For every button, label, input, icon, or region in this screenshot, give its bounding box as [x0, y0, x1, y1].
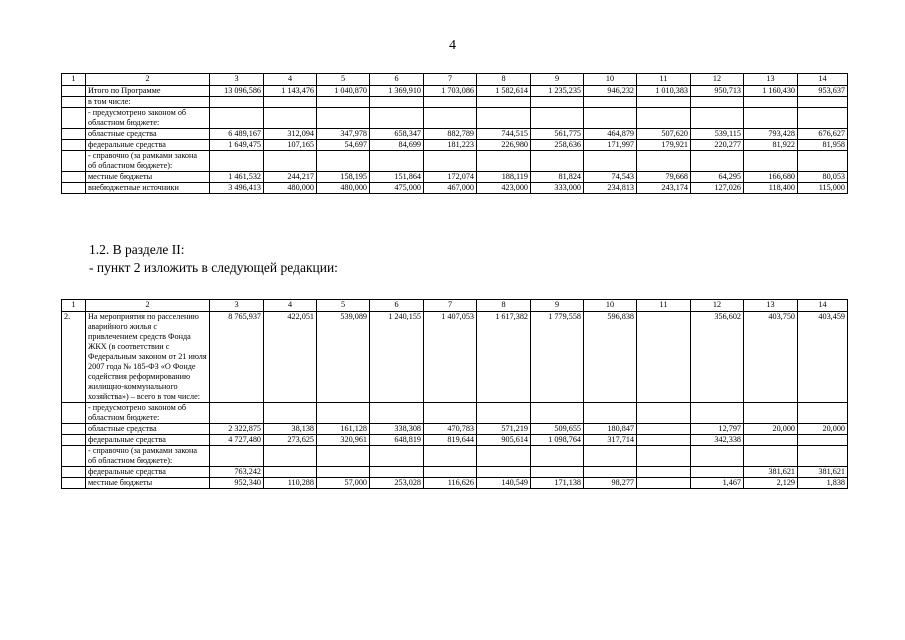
table-row: [62, 467, 848, 478]
value-cell: [531, 403, 584, 424]
value-cell: 118,400: [744, 183, 798, 194]
value-cell: [370, 97, 424, 108]
value-cell: 467,000: [424, 183, 477, 194]
value-cell: [584, 467, 637, 478]
value-cell: [637, 403, 691, 424]
table-row: [62, 446, 848, 467]
value-cell: 312,094: [264, 129, 317, 140]
value-cell: 1 040,870: [317, 86, 370, 97]
value-cell: [691, 108, 744, 129]
header-cell: 6: [370, 300, 424, 312]
value-cell: 4 727,480: [210, 435, 264, 446]
value-cell: [744, 97, 798, 108]
header-cell: 13: [744, 300, 798, 312]
table-row: [62, 86, 848, 97]
row-number-cell: [62, 467, 86, 478]
program-totals-table: [61, 73, 848, 194]
value-cell: 1 582,614: [477, 86, 531, 97]
table-row: [62, 183, 848, 194]
value-cell: 793,428: [744, 129, 798, 140]
value-cell: 1 240,155: [370, 312, 424, 403]
value-cell: [691, 403, 744, 424]
row-label-cell: - справочно (за рамками закона об областном бюджете):: [86, 151, 210, 172]
value-cell: [744, 108, 798, 129]
row-label-cell: федеральные средства: [86, 467, 210, 478]
value-cell: [531, 97, 584, 108]
value-cell: [637, 108, 691, 129]
value-cell: [477, 403, 531, 424]
header-cell: 8: [477, 74, 531, 86]
row-label-cell: местные бюджеты: [86, 478, 210, 489]
value-cell: [264, 467, 317, 478]
value-cell: 161,128: [317, 424, 370, 435]
value-cell: 950,713: [691, 86, 744, 97]
value-cell: [584, 403, 637, 424]
row-label-cell: федеральные средства: [86, 435, 210, 446]
value-cell: 905,614: [477, 435, 531, 446]
value-cell: 1 369,910: [370, 86, 424, 97]
row-number-cell: [62, 97, 86, 108]
value-cell: [477, 467, 531, 478]
value-cell: 1 461,532: [210, 172, 264, 183]
header-cell: 10: [584, 74, 637, 86]
value-cell: [637, 424, 691, 435]
header-cell: 4: [264, 74, 317, 86]
value-cell: 763,242: [210, 467, 264, 478]
value-cell: 658,347: [370, 129, 424, 140]
header-cell: 5: [317, 300, 370, 312]
table-header-row: [62, 74, 848, 86]
value-cell: [637, 97, 691, 108]
value-cell: [744, 446, 798, 467]
value-cell: 166,680: [744, 172, 798, 183]
value-cell: [691, 97, 744, 108]
value-cell: [798, 151, 848, 172]
value-cell: 946,232: [584, 86, 637, 97]
table-row: [62, 129, 848, 140]
value-cell: 107,165: [264, 140, 317, 151]
value-cell: [477, 97, 531, 108]
value-cell: [370, 403, 424, 424]
value-cell: 317,714: [584, 435, 637, 446]
table-row: [62, 108, 848, 129]
header-cell: 13: [744, 74, 798, 86]
value-cell: 475,000: [370, 183, 424, 194]
value-cell: [531, 446, 584, 467]
value-cell: [210, 403, 264, 424]
value-cell: [584, 151, 637, 172]
table-row: [62, 424, 848, 435]
row-number-cell: [62, 403, 86, 424]
value-cell: [798, 446, 848, 467]
value-cell: 1 649,475: [210, 140, 264, 151]
value-cell: [264, 403, 317, 424]
value-cell: 2 322,875: [210, 424, 264, 435]
row-number-cell: [62, 129, 86, 140]
header-cell: 2: [86, 74, 210, 86]
value-cell: 244,217: [264, 172, 317, 183]
row-label-cell: местные бюджеты: [86, 172, 210, 183]
value-cell: 12,797: [691, 424, 744, 435]
row-number-cell: [62, 86, 86, 97]
table-row: [62, 312, 848, 403]
value-cell: [264, 97, 317, 108]
value-cell: [317, 467, 370, 478]
value-cell: [477, 108, 531, 129]
value-cell: 171,997: [584, 140, 637, 151]
value-cell: 81,958: [798, 140, 848, 151]
value-cell: [424, 403, 477, 424]
value-cell: [210, 97, 264, 108]
value-cell: 57,000: [317, 478, 370, 489]
value-cell: 234,813: [584, 183, 637, 194]
header-cell: 14: [798, 74, 848, 86]
header-cell: 12: [691, 300, 744, 312]
row-label-cell: - справочно (за рамками закона об областном бюджете):: [86, 446, 210, 467]
value-cell: 596,838: [584, 312, 637, 403]
row-label-cell: внебюджетные источники: [86, 183, 210, 194]
value-cell: 179,921: [637, 140, 691, 151]
section-heading: 1.2. В разделе II:: [89, 242, 185, 257]
value-cell: 509,655: [531, 424, 584, 435]
value-cell: [210, 108, 264, 129]
value-cell: 1 617,382: [477, 312, 531, 403]
value-cell: 648,819: [370, 435, 424, 446]
header-cell: 7: [424, 300, 477, 312]
value-cell: 403,750: [744, 312, 798, 403]
value-cell: [264, 108, 317, 129]
value-cell: [637, 446, 691, 467]
value-cell: [798, 435, 848, 446]
value-cell: 1 010,383: [637, 86, 691, 97]
value-cell: 115,000: [798, 183, 848, 194]
value-cell: [531, 467, 584, 478]
value-cell: 20,000: [744, 424, 798, 435]
value-cell: 423,000: [477, 183, 531, 194]
header-cell: 2: [86, 300, 210, 312]
value-cell: 561,775: [531, 129, 584, 140]
value-cell: [317, 108, 370, 129]
row-number-cell: [62, 151, 86, 172]
value-cell: [477, 446, 531, 467]
value-cell: [531, 151, 584, 172]
value-cell: [637, 478, 691, 489]
row-label-cell: областные средства: [86, 129, 210, 140]
value-cell: 180,847: [584, 424, 637, 435]
row-number-cell: [62, 435, 86, 446]
value-cell: 1 098,764: [531, 435, 584, 446]
value-cell: [264, 446, 317, 467]
value-cell: 381,621: [744, 467, 798, 478]
value-cell: 98,277: [584, 478, 637, 489]
row-number-cell: [62, 140, 86, 151]
value-cell: [798, 97, 848, 108]
value-cell: 84,699: [370, 140, 424, 151]
row-number-cell: [62, 424, 86, 435]
value-cell: [531, 108, 584, 129]
value-cell: [637, 151, 691, 172]
value-cell: 539,115: [691, 129, 744, 140]
value-cell: 181,223: [424, 140, 477, 151]
instruction-line: - пункт 2 изложить в следующей редакции:: [89, 260, 338, 275]
row-label-cell: - предусмотрено законом об областном бюджете:: [86, 403, 210, 424]
value-cell: [210, 446, 264, 467]
header-cell: 1: [62, 74, 86, 86]
value-cell: 110,288: [264, 478, 317, 489]
value-cell: 79,668: [637, 172, 691, 183]
header-cell: 11: [637, 300, 691, 312]
value-cell: 81,922: [744, 140, 798, 151]
value-cell: [691, 151, 744, 172]
value-cell: 422,051: [264, 312, 317, 403]
row-label-cell: в том числе:: [86, 97, 210, 108]
value-cell: 381,621: [798, 467, 848, 478]
table-row: [62, 403, 848, 424]
value-cell: [584, 108, 637, 129]
header-cell: 4: [264, 300, 317, 312]
value-cell: 1 143,476: [264, 86, 317, 97]
value-cell: 81,824: [531, 172, 584, 183]
value-cell: 253,028: [370, 478, 424, 489]
value-cell: 80,053: [798, 172, 848, 183]
value-cell: 140,549: [477, 478, 531, 489]
header-cell: 3: [210, 300, 264, 312]
value-cell: 158,195: [317, 172, 370, 183]
value-cell: [424, 108, 477, 129]
value-cell: [798, 108, 848, 129]
value-cell: 480,000: [317, 183, 370, 194]
value-cell: [424, 467, 477, 478]
header-cell: 3: [210, 74, 264, 86]
value-cell: [744, 151, 798, 172]
value-cell: 2,129: [744, 478, 798, 489]
value-cell: 273,625: [264, 435, 317, 446]
value-cell: [424, 446, 477, 467]
row-label-cell: областные средства: [86, 424, 210, 435]
value-cell: [370, 467, 424, 478]
header-cell: 10: [584, 300, 637, 312]
value-cell: [584, 97, 637, 108]
value-cell: [210, 151, 264, 172]
value-cell: 1 160,430: [744, 86, 798, 97]
header-cell: 6: [370, 74, 424, 86]
value-cell: 64,295: [691, 172, 744, 183]
row-number-cell: [62, 446, 86, 467]
value-cell: [744, 403, 798, 424]
value-cell: 3 496,413: [210, 183, 264, 194]
value-cell: [637, 435, 691, 446]
value-cell: 6 489,167: [210, 129, 264, 140]
value-cell: 8 765,937: [210, 312, 264, 403]
value-cell: [370, 446, 424, 467]
value-cell: 347,978: [317, 129, 370, 140]
value-cell: 819,644: [424, 435, 477, 446]
value-cell: [317, 446, 370, 467]
value-cell: 342,338: [691, 435, 744, 446]
table-row: [62, 172, 848, 183]
value-cell: [637, 467, 691, 478]
row-label-cell: федеральные средства: [86, 140, 210, 151]
table-header-row: [62, 300, 848, 312]
value-cell: [424, 151, 477, 172]
header-cell: 12: [691, 74, 744, 86]
value-cell: 464,879: [584, 129, 637, 140]
value-cell: 470,783: [424, 424, 477, 435]
value-cell: 1 703,086: [424, 86, 477, 97]
header-cell: 14: [798, 300, 848, 312]
row-number-cell: [62, 478, 86, 489]
value-cell: 539,089: [317, 312, 370, 403]
value-cell: 1 779,558: [531, 312, 584, 403]
value-cell: 226,980: [477, 140, 531, 151]
value-cell: 54,697: [317, 140, 370, 151]
value-cell: [317, 403, 370, 424]
header-cell: 9: [531, 74, 584, 86]
table-row: [62, 151, 848, 172]
value-cell: 1,838: [798, 478, 848, 489]
table-row: [62, 478, 848, 489]
value-cell: 952,340: [210, 478, 264, 489]
value-cell: 243,174: [637, 183, 691, 194]
row-number-cell: 2.: [62, 312, 86, 403]
value-cell: [691, 446, 744, 467]
value-cell: 20,000: [798, 424, 848, 435]
value-cell: 571,219: [477, 424, 531, 435]
value-cell: 171,138: [531, 478, 584, 489]
value-cell: [637, 312, 691, 403]
value-cell: 172,074: [424, 172, 477, 183]
header-cell: 5: [317, 74, 370, 86]
value-cell: [584, 446, 637, 467]
value-cell: 1,467: [691, 478, 744, 489]
value-cell: 480,000: [264, 183, 317, 194]
header-cell: 9: [531, 300, 584, 312]
header-cell: 7: [424, 74, 477, 86]
table-row: [62, 97, 848, 108]
value-cell: [370, 108, 424, 129]
value-cell: [317, 151, 370, 172]
value-cell: 744,515: [477, 129, 531, 140]
value-cell: 403,459: [798, 312, 848, 403]
value-cell: 676,627: [798, 129, 848, 140]
value-cell: 151,864: [370, 172, 424, 183]
value-cell: [370, 151, 424, 172]
value-cell: 356,602: [691, 312, 744, 403]
value-cell: 882,789: [424, 129, 477, 140]
value-cell: 127,026: [691, 183, 744, 194]
value-cell: [744, 435, 798, 446]
page-number: 4: [449, 38, 456, 53]
header-cell: 8: [477, 300, 531, 312]
value-cell: 38,138: [264, 424, 317, 435]
value-cell: 333,000: [531, 183, 584, 194]
value-cell: [798, 403, 848, 424]
value-cell: [317, 97, 370, 108]
value-cell: 338,308: [370, 424, 424, 435]
value-cell: 1 235,235: [531, 86, 584, 97]
value-cell: 188,119: [477, 172, 531, 183]
header-cell: 1: [62, 300, 86, 312]
relocation-funding-table: [61, 299, 848, 489]
value-cell: 1 407,053: [424, 312, 477, 403]
table-row: [62, 140, 848, 151]
table-row: [62, 435, 848, 446]
value-cell: 74,543: [584, 172, 637, 183]
row-label-cell: - предусмотрено законом об областном бюджете:: [86, 108, 210, 129]
value-cell: 507,620: [637, 129, 691, 140]
header-cell: 11: [637, 74, 691, 86]
row-number-cell: [62, 183, 86, 194]
value-cell: [477, 151, 531, 172]
value-cell: 13 096,586: [210, 86, 264, 97]
value-cell: [264, 151, 317, 172]
value-cell: 116,626: [424, 478, 477, 489]
value-cell: [691, 467, 744, 478]
row-number-cell: [62, 108, 86, 129]
value-cell: 258,636: [531, 140, 584, 151]
value-cell: 320,961: [317, 435, 370, 446]
row-number-cell: [62, 172, 86, 183]
value-cell: [424, 97, 477, 108]
value-cell: 220,277: [691, 140, 744, 151]
value-cell: 953,637: [798, 86, 848, 97]
row-label-cell: Итого по Программе: [86, 86, 210, 97]
row-label-cell: На мероприятия по расселению аварийного жилья с привлечением средств Фонда ЖКХ (в соответствии с Федеральным законом от 21 июля 2007 года № 185-ФЗ «О Фонде содействия реформированию жилищно-коммунального хозяйства») – всего в том числе:: [86, 312, 210, 403]
